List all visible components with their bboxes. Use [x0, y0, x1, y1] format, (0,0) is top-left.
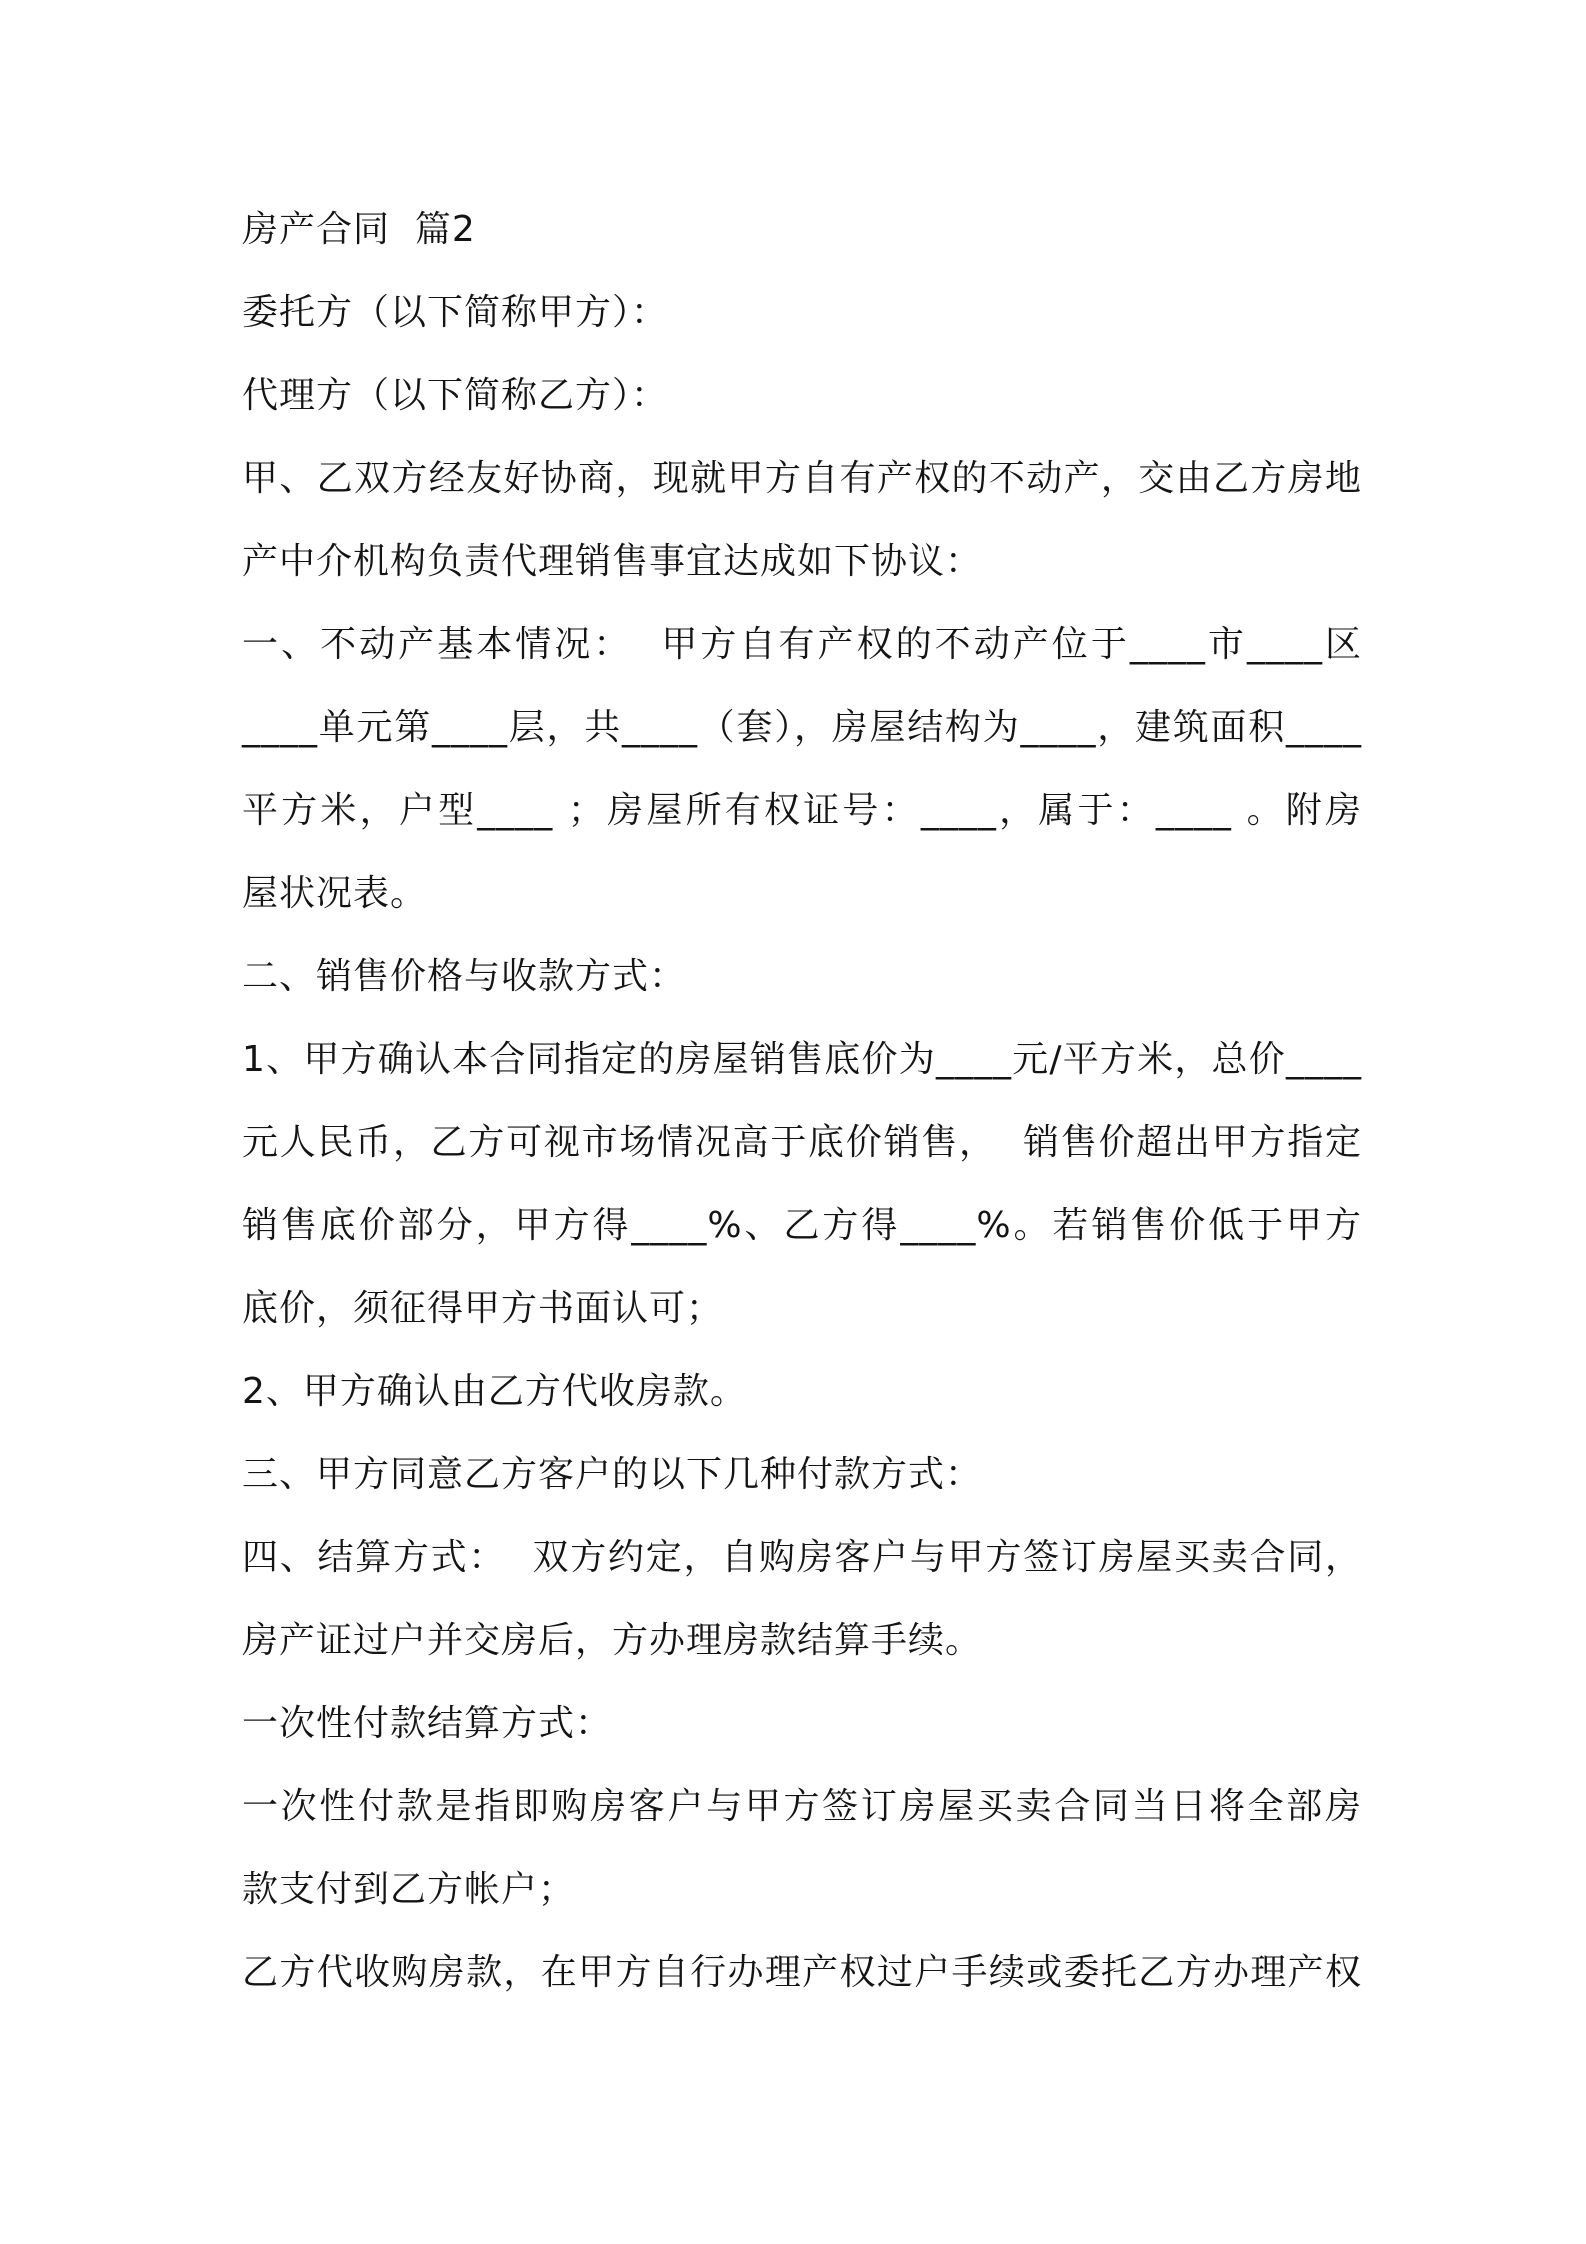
preamble-line-2: 产中介机构负责代理销售事宜达成如下协议：: [242, 541, 983, 582]
section-1-line-1: 一、不动产基本情况： 甲方自有产权的不动产位于____市____区: [242, 624, 1362, 665]
lump-sum-line-2: 款支付到乙方帐户；: [242, 1869, 576, 1910]
section-1-line-4: 屋状况表。: [242, 873, 428, 914]
party-a-line: 委托方（以下简称甲方）：: [242, 292, 669, 333]
section-1-line-3: 平方米，户型____ ；房屋所有权证号：____，属于：____ 。附房: [242, 790, 1362, 831]
lump-sum-heading: 一次性付款结算方式：: [242, 1703, 613, 1744]
section-2-item-2: 2、甲方确认由乙方代收房款。: [242, 1371, 747, 1412]
preamble-line-1: 甲、乙双方经友好协商，现就甲方自有产权的不动产，交由乙方房地: [242, 458, 1362, 499]
section-1-line-2: ____单元第____层，共____（套），房屋结构为____，建筑面积____: [242, 707, 1362, 748]
section-2-item-1-line-1: 1、甲方确认本合同指定的房屋销售底价为____元/平方米，总价____: [242, 1039, 1362, 1080]
section-3-heading: 三、甲方同意乙方客户的以下几种付款方式：: [242, 1454, 983, 1495]
section-2-item-1-line-2: 元人民币，乙方可视市场情况高于底价销售， 销售价超出甲方指定: [242, 1122, 1362, 1163]
section-2-heading: 二、销售价格与收款方式：: [242, 956, 687, 997]
section-4-line-1: 四、结算方式： 双方约定，自购房客户与甲方签订房屋买卖合同，: [242, 1537, 1362, 1578]
section-4-line-2: 房产证过户并交房后，方办理房款结算手续。: [242, 1620, 983, 1661]
lump-sum-line-1: 一次性付款是指即购房客户与甲方签订房屋买卖合同当日将全部房: [242, 1786, 1362, 1827]
party-b-line: 代理方（以下简称乙方）：: [242, 375, 669, 416]
collection-line-1: 乙方代收购房款，在甲方自行办理产权过户手续或委托乙方办理产权: [242, 1952, 1362, 1993]
section-2-item-1-line-4: 底价，须征得甲方书面认可；: [242, 1288, 724, 1329]
contract-body: [242, 200, 1362, 2026]
document-title: 房产合同 篇2: [242, 209, 476, 250]
section-2-item-1-line-3: 销售底价部分，甲方得____%、乙方得____%。若销售价低于甲方: [242, 1205, 1362, 1246]
